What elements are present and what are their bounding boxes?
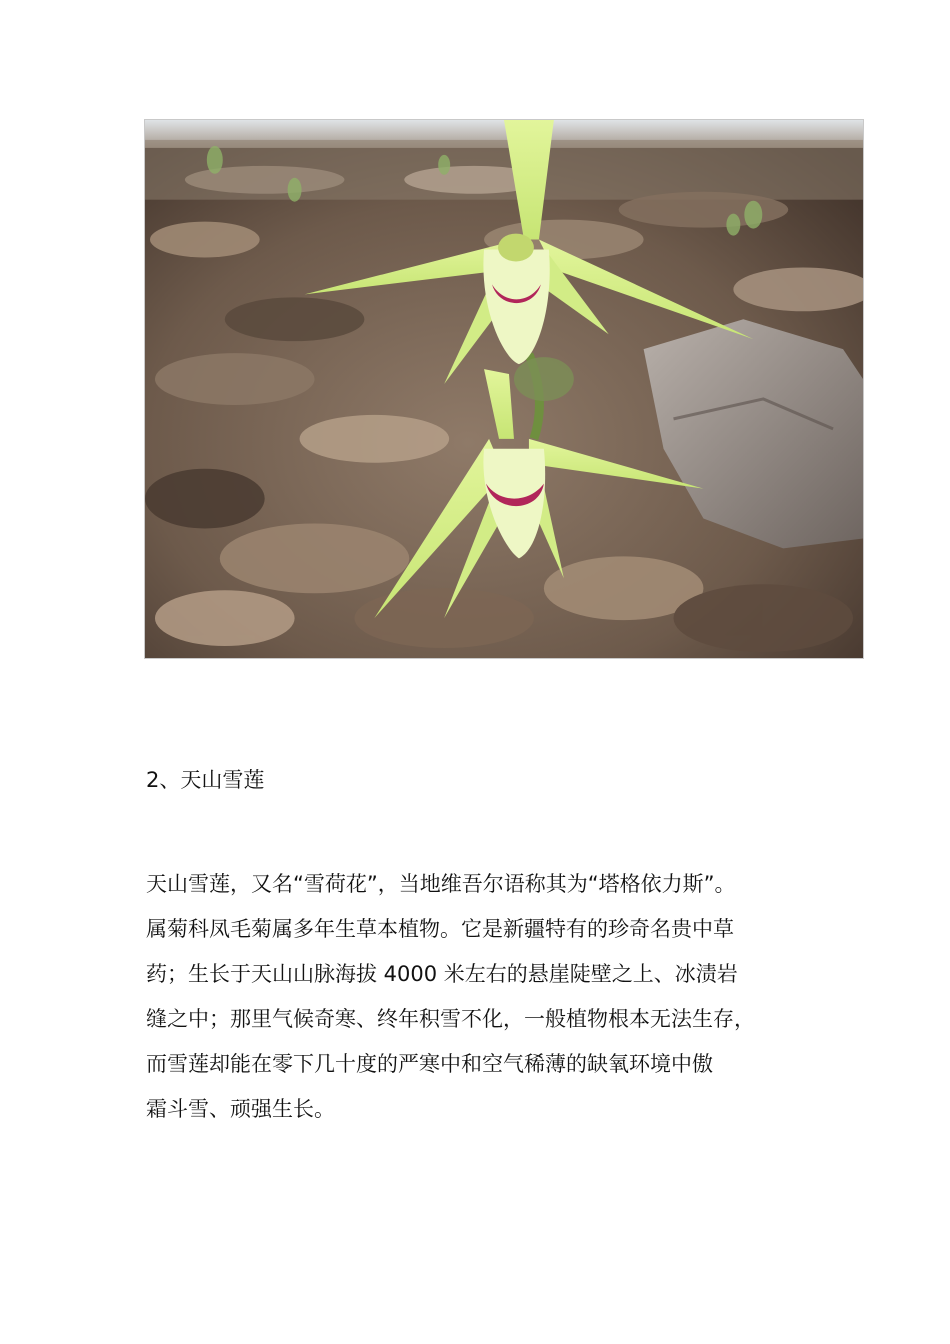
section-paragraph: [146, 862, 816, 1132]
orchid-photo: [144, 119, 864, 659]
paragraph-line: 属菊科凤毛菊属多年生草本植物。它是新疆特有的珍奇名贵中草: [146, 917, 734, 941]
paragraph-line: 天山雪莲，又名“雪荷花”，当地维吾尔语称其为“塔格依力斯”。: [146, 872, 736, 896]
paragraph-line: 药；生长于天山山脉海拔 4000 米左右的悬崖陡壁之上、冰渍岩: [146, 962, 738, 986]
paragraph-line: 缝之中；那里气候奇寒、终年积雪不化，一般植物根本无法生存，: [146, 1007, 755, 1031]
paragraph-line: 而雪莲却能在零下几十度的严寒中和空气稀薄的缺氧环境中傲: [146, 1052, 713, 1076]
paragraph-line: 霜斗雪、顽强生长。: [146, 1097, 335, 1121]
section-heading: 2、天山雪莲: [146, 768, 265, 792]
orchid-illustration: [145, 120, 863, 658]
